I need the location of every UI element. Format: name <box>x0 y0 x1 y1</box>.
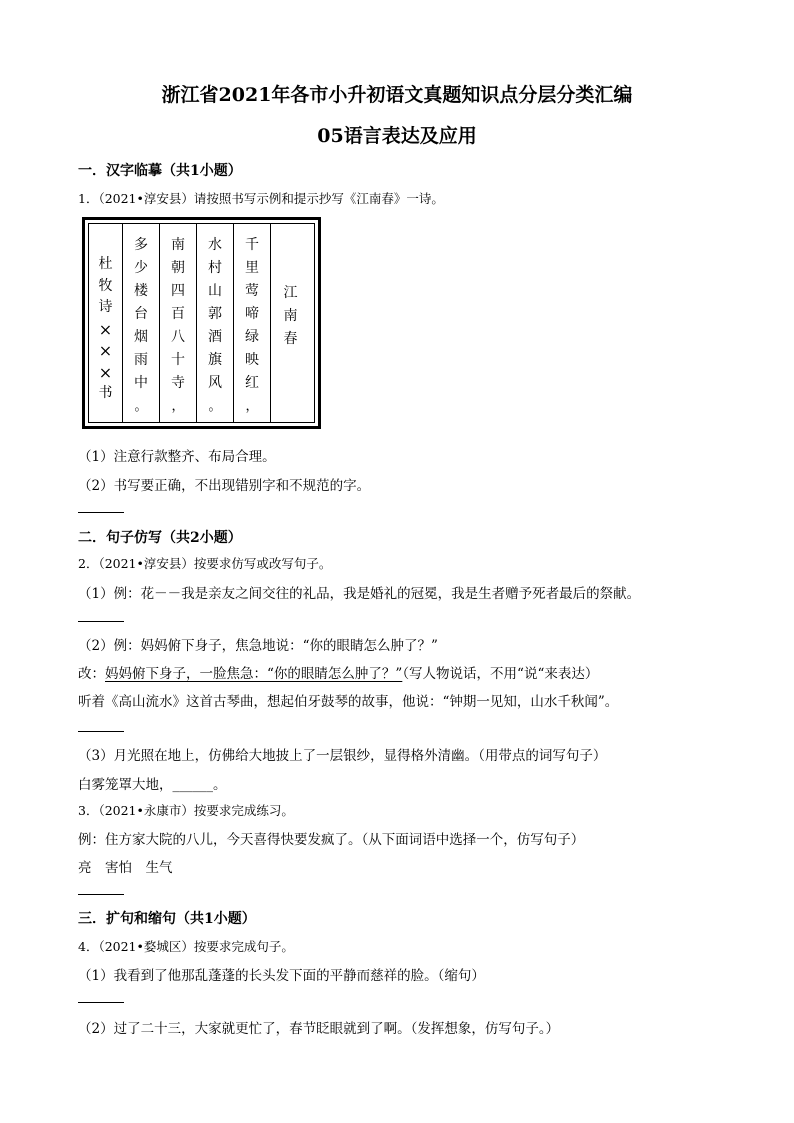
poem-char: 寺 <box>171 375 185 391</box>
poem-frame <box>82 217 321 429</box>
poem-column <box>160 224 197 422</box>
document-title: 浙江省2021年各市小升初语文真题知识点分层分类汇编 <box>161 84 633 106</box>
poem-char: 莺 <box>245 283 259 299</box>
note-1: （1）注意行款整齐、布局合理。 <box>78 449 276 465</box>
question-3-example: 例：住方家大院的八儿，今天喜得快要发疯了。（从下面词语中选择一个，仿写句子） <box>78 832 585 848</box>
poem-char: 村 <box>208 260 222 276</box>
poem-char: 杜 <box>98 256 113 272</box>
question-2-3-task: 白雾笼罩大地，______。 <box>78 777 227 793</box>
poem-char: 绿 <box>245 329 259 345</box>
section1-heading: 一．汉字临摹（共1小题） <box>78 163 242 179</box>
poem-char: ， <box>245 399 259 414</box>
poem-char: 旗 <box>208 352 222 368</box>
poem-char: 烟 <box>134 329 148 345</box>
poem-column <box>197 224 234 422</box>
poem-char: ， <box>171 399 185 414</box>
underlined-example: 妈妈俯下身子，一脸焦急：“你的眼睛怎么肿了？” <box>105 666 403 682</box>
poem-char: 红 <box>245 375 259 391</box>
answer-line <box>78 731 124 732</box>
poem-char: 台 <box>134 306 148 322</box>
poem-char: 书 <box>98 385 113 401</box>
poem-char: 江 <box>283 285 298 301</box>
question-2-2-example <box>78 662 598 682</box>
poem-char: 南 <box>171 237 185 253</box>
section3-heading: 三．扩句和缩句（共1小题） <box>78 911 256 927</box>
question-2-3: （3）月光照在地上，仿佛给大地披上了一层银纱，显得格外清幽。（用带点的词写句子） <box>78 748 607 764</box>
poem-char: × <box>98 362 113 382</box>
answer-line <box>78 1002 124 1003</box>
poem-char: 楼 <box>134 283 148 299</box>
poem-char: 八 <box>171 329 185 345</box>
question-2-1: （1）例：花－－我是亲友之间交往的礼品，我是婚礼的冠冕，我是生者赠予死者最后的祭献。 <box>78 586 641 602</box>
poem-char: 风 <box>208 375 222 391</box>
poem-char: 郭 <box>208 306 222 322</box>
answer-line <box>78 894 124 895</box>
answer-line <box>78 621 124 622</box>
poem-char: 酒 <box>208 329 222 345</box>
poem-char: 水 <box>208 237 222 253</box>
poem-char: 山 <box>208 283 222 299</box>
answer-line <box>78 512 124 513</box>
poem-column <box>123 224 160 422</box>
poem-char: 诗 <box>98 299 113 315</box>
poem-char: 雨 <box>134 352 148 368</box>
example-note: （写人物说话，不用“说“来表达） <box>402 666 599 682</box>
question-2: 2．（2021•淳安县）按要求仿写或改写句子。 <box>78 556 332 571</box>
poem-char: × <box>98 319 113 339</box>
section2-heading: 二．句子仿写（共2小题） <box>78 530 242 546</box>
question-4-1: （1）我看到了他那乱蓬蓬的长头发下面的平静而慈祥的脸。（缩句） <box>78 968 485 984</box>
poem-char: 朝 <box>171 260 185 276</box>
question-2-2-task: 听着《高山流水》这首古琴曲，想起伯牙鼓琴的故事，他说：“钟期一见知，山水千秋闻”。 <box>78 694 619 710</box>
poem-char: 里 <box>245 260 259 276</box>
question-3-words: 亮 害怕 生气 <box>78 860 173 876</box>
document-subtitle: 05语言表达及应用 <box>317 125 477 147</box>
poem-char: 百 <box>171 306 185 322</box>
poem-column <box>271 224 310 422</box>
poem-char: × <box>98 341 113 360</box>
question-4: 4．（2021•婺城区）按要求完成句子。 <box>78 939 294 954</box>
poem-char: 中 <box>134 375 148 391</box>
poem-char: 南 <box>283 308 298 324</box>
poem-grid <box>88 223 315 423</box>
poem-char: 。 <box>134 399 148 414</box>
poem-char: 牧 <box>98 277 113 294</box>
note-2: （2）书写要正确，不出现错别字和不规范的字。 <box>78 478 371 494</box>
poem-char: 春 <box>283 331 298 347</box>
poem-char: 多 <box>134 237 148 253</box>
poem-char: 十 <box>171 352 185 368</box>
question-3: 3．（2021•永康市）按要求完成练习。 <box>78 803 294 818</box>
poem-char: 千 <box>245 237 259 253</box>
question-2-2: （2）例：妈妈俯下身子，焦急地说：“你的眼睛怎么肿了？” <box>78 638 438 654</box>
question-1: 1．（2021•淳安县）请按照书写示例和提示抄写《江南春》一诗。 <box>78 191 444 206</box>
poem-column <box>89 224 123 422</box>
question-4-2: （2）过了二十三，大家就更忙了，春节眨眼就到了啊。（发挥想象，仿写句子。） <box>78 1021 560 1037</box>
poem-char: 少 <box>134 260 148 276</box>
poem-char: 。 <box>208 399 222 414</box>
poem-char: 啼 <box>245 306 259 322</box>
poem-char: 映 <box>245 352 259 368</box>
gai-label: 改： <box>78 666 105 682</box>
poem-column <box>234 224 271 422</box>
poem-char: 四 <box>171 283 185 299</box>
